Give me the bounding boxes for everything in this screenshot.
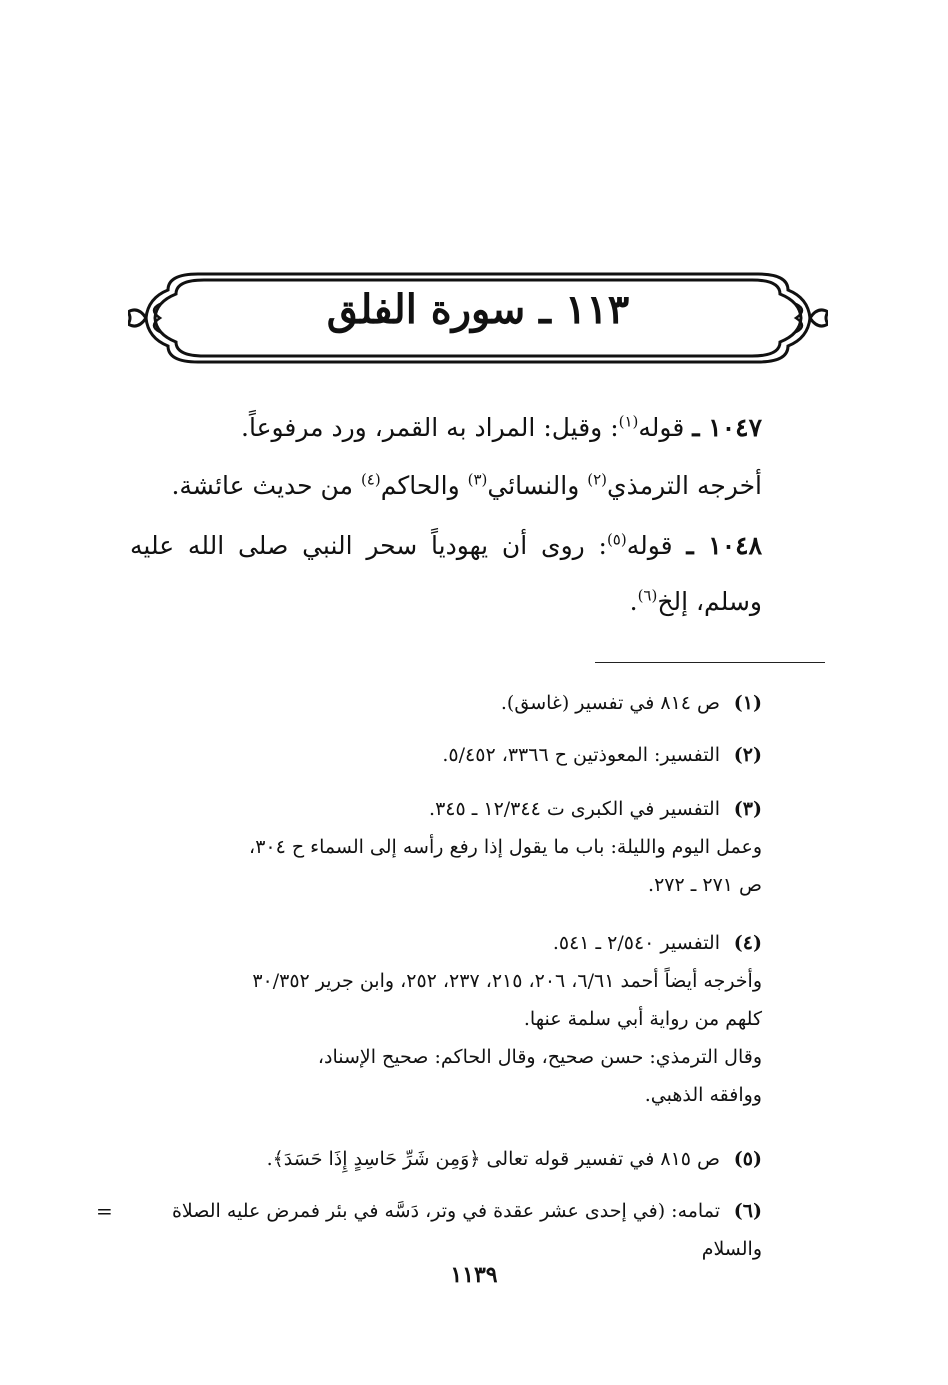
footnote-3 xyxy=(130,790,762,904)
footnote-ref: (٢) xyxy=(587,470,608,489)
footnote-1 xyxy=(130,684,762,722)
entry-number: ١٠٤٨ ـ xyxy=(686,531,762,560)
footnote-mark: (٣) xyxy=(733,798,762,820)
footnote-ref: (٣) xyxy=(467,470,488,489)
entry-number: ١٠٤٧ ـ xyxy=(692,413,762,442)
entry-text: : وقيل: المراد به القمر، ورد مرفوعاً. xyxy=(241,413,619,442)
footnote-text: التفسير في الكبرى ت ١٢/٣٤٤ ـ ٣٤٥. xyxy=(429,798,720,820)
footnote-ref: (٥) xyxy=(606,530,627,549)
footnote-mark: (٥) xyxy=(733,1148,762,1170)
entry-text: قوله xyxy=(626,531,673,560)
footnote-mark: (٦) xyxy=(733,1200,762,1222)
footnote-2 xyxy=(130,736,762,774)
entry-1047-takhrij xyxy=(130,458,762,514)
footnote-text: ص ٨١٥ في تفسير قوله تعالى ﴿وَمِن شَرِّ حَاسِدٍ إِذَا حَسَدَ﴾. xyxy=(266,1148,720,1170)
surah-title: ١١٣ ـ سورة الفلق xyxy=(326,286,630,333)
surah-title-cartouche xyxy=(128,268,828,368)
entry-text: من حديث عائشة. xyxy=(171,471,361,500)
footnote-ref: (٦) xyxy=(637,586,658,605)
footnote-mark: (٤) xyxy=(733,932,762,954)
footnote-separator xyxy=(595,662,825,663)
page-number: ١١٣٩ xyxy=(450,1262,498,1288)
footnote-text: كلهم من رواية أبي سلمة عنها. xyxy=(523,1008,762,1030)
footnote-ref: (١) xyxy=(618,412,639,431)
entry-text: أخرجه الترمذي xyxy=(607,471,762,500)
entry-text: والحاكم xyxy=(380,471,468,500)
entry-text: . xyxy=(629,587,638,616)
footnote-text: ووافقه الذهبي. xyxy=(644,1084,762,1106)
footnote-ref: (٤) xyxy=(360,470,381,489)
footnote-5 xyxy=(130,1140,762,1178)
footnote-6 xyxy=(130,1192,762,1268)
footnote-mark: (٢) xyxy=(733,744,762,766)
footnote-text: التفسير ٢/٥٤٠ ـ ٥٤١. xyxy=(552,932,720,954)
entry-text: : روى أن يهودياً سحر النبي صلى الله عليه وسلم، إلخ xyxy=(130,531,762,616)
footnote-text: تمامه: (في إحدى عشر عقدة في وتر، دَسَّه في بئر فمرض عليه الصلاة والسلام xyxy=(171,1200,762,1260)
continuation-mark: = xyxy=(96,1199,113,1223)
footnote-text: ص ٨١٤ في تفسير (غاسق). xyxy=(500,692,720,714)
footnote-text: وعمل اليوم والليلة: باب ما يقول إذا رفع رأسه إلى السماء ح ٣٠٤، xyxy=(249,836,762,858)
entry-1047 xyxy=(130,400,762,456)
footnote-mark: (١) xyxy=(733,692,762,714)
footnote-4 xyxy=(130,924,762,1114)
footnote-text: التفسير: المعوذتين ح ٣٣٦٦، ٥/٤٥٢. xyxy=(442,744,720,766)
footnote-text: ص ٢٧١ ـ ٢٧٢. xyxy=(648,874,762,896)
entry-text: قوله xyxy=(638,413,685,442)
footnote-text: وقال الترمذي: حسن صحيح، وقال الحاكم: صحيح الإسناد، xyxy=(317,1046,762,1068)
entry-1048 xyxy=(130,518,762,630)
footnote-text: وأخرجه أيضاً أحمد ٦/٦١، ٢٠٦، ٢١٥، ٢٣٧، ٢٥٢، وابن جرير ٣٠/٣٥٢ xyxy=(252,970,762,992)
entry-text: والنسائي xyxy=(487,471,588,500)
